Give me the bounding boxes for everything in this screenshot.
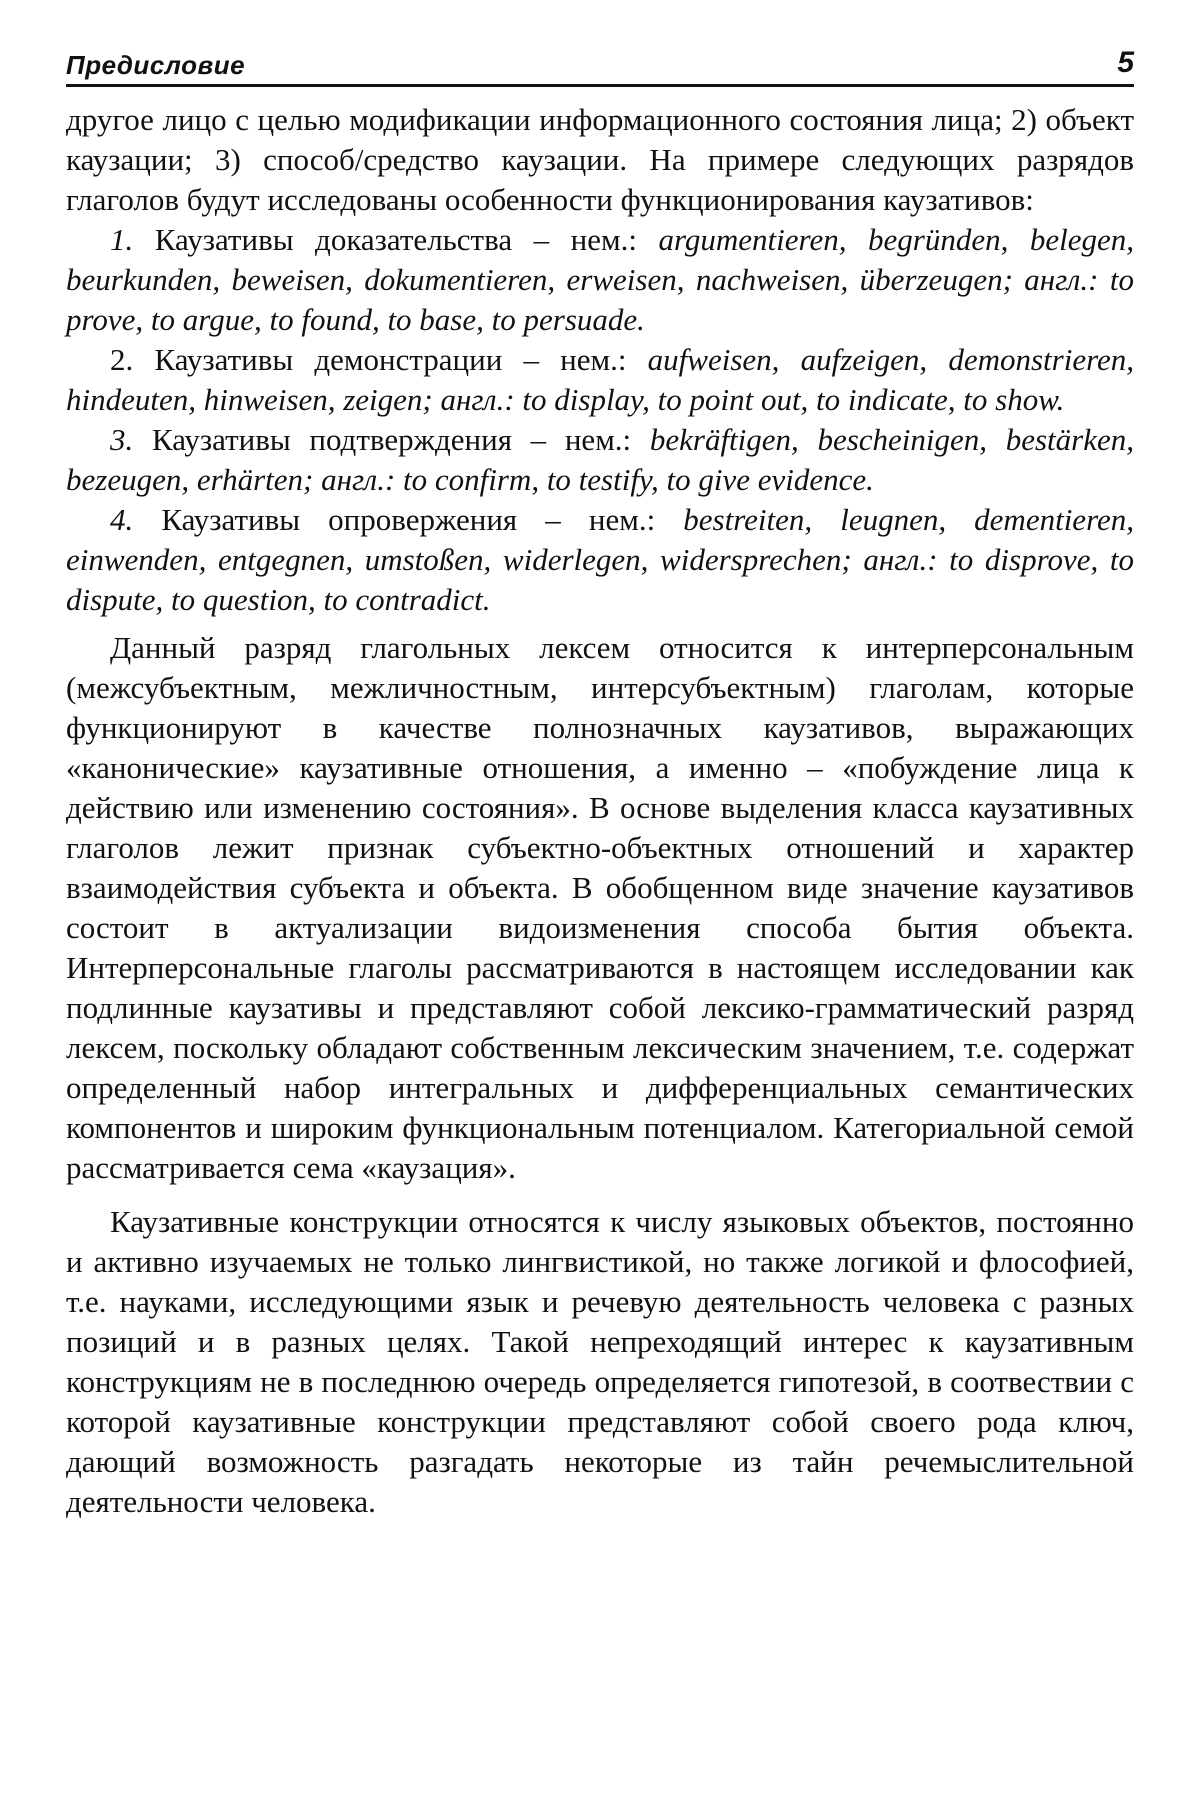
text-run: Каузативы доказательства – нем.: (133, 222, 659, 257)
paragraph-interpersonal-verbs (66, 628, 1134, 1188)
text-run: Каузативы опровержения – нем.: (133, 502, 684, 537)
italic-run: 1. (110, 222, 134, 257)
list-item-confirmation-verbs (66, 420, 1134, 500)
paragraph-intro (66, 100, 1134, 220)
text-run: Каузативы подтверждения – нем.: (133, 422, 650, 457)
text-run: 2. Каузативы демонстрации – нем.: (110, 342, 648, 377)
italic-run: 4. (110, 502, 134, 537)
text-run: Данный разряд глагольных лексем относится к интерперсональным (межсубъектным, межличностным, интерсубъектным) глаголам, которые функционируют в качестве полнозначных каузативов, выражающих «канонические» каузативные отношения, а именно – «побуждение лица к действию или изменению состояния». В основе выделения класса каузативных глаголов лежит признак субъектно-объектных отношений и характер взаимодействия субъекта и объекта. В обобщенном виде значение каузативов состоит в актуализации видоизменения способа бытия объекта. Интерперсональные глаголы рассматриваются в настоящем исследовании как подлинные каузативы и представляют собой лексико-грамматический разряд лексем, поскольку обладают собственным лексическим значением, т.е. содержат определенный набор интегральных и дифференциальных семантических компонентов и широким функциональным потенциалом. Категориальной семой рассматривается сема «каузация». (66, 630, 1134, 1185)
italic-run: aufweisen, aufzeigen, demonstrieren, hindeuten, hinweisen, zeigen; англ.: to display, to point out, to indicate, to show. (66, 342, 1134, 417)
paragraph-causative-constructions (66, 1202, 1134, 1522)
list-item-refutation-verbs (66, 500, 1134, 620)
list-item-demonstration-verbs (66, 340, 1134, 420)
italic-run: bekräftigen, bescheinigen, bestärken, bezeugen, erhärten; англ.: to confirm, to testify, to give evidence. (66, 422, 1134, 497)
italic-run: argumentieren, begründen, belegen, beurkunden, beweisen, dokumentieren, erweisen, nachweisen, überzeugen; англ.: to prove, to argue, to found, to base, to persuade. (66, 222, 1134, 337)
running-head-title: Предисловие (66, 50, 246, 80)
italic-run: bestreiten, leugnen, dementieren, einwenden, entgegnen, umstoßen, widerlegen, widersprechen; англ.: to disprove, to dispute, to question, to contradict. (66, 502, 1134, 617)
page-number: 5 (1117, 46, 1134, 79)
italic-run: 3. (110, 422, 134, 457)
text-run: Каузативные конструкции относятся к числу языковых объектов, постоянно и активно изучаемых не только лингвистикой, но также логикой и флософией, т.е. науками, исследующими язык и речевую деятельность человека с разных позиций и в разных целях. Такой непреходящий интерес к каузативным конструкциям не в последнюю очередь определяется гипотезой, в соотвествии с которой каузативные конструкции представляют собой своего рода ключ, дающий возможность разгадать некоторые из тайн речемыслительной деятельности человека. (66, 1204, 1134, 1519)
text-run: другое лицо с целью модификации информационного состояния лица; 2) объект каузации; 3) способ/средство каузации. На примере следующих разрядов глаголов будут исследованы особенности функционирования каузативов: (66, 102, 1134, 217)
list-item-proof-verbs (66, 220, 1134, 340)
page-body (66, 100, 1134, 1522)
header-rule (66, 84, 1134, 87)
running-head (66, 46, 1134, 86)
